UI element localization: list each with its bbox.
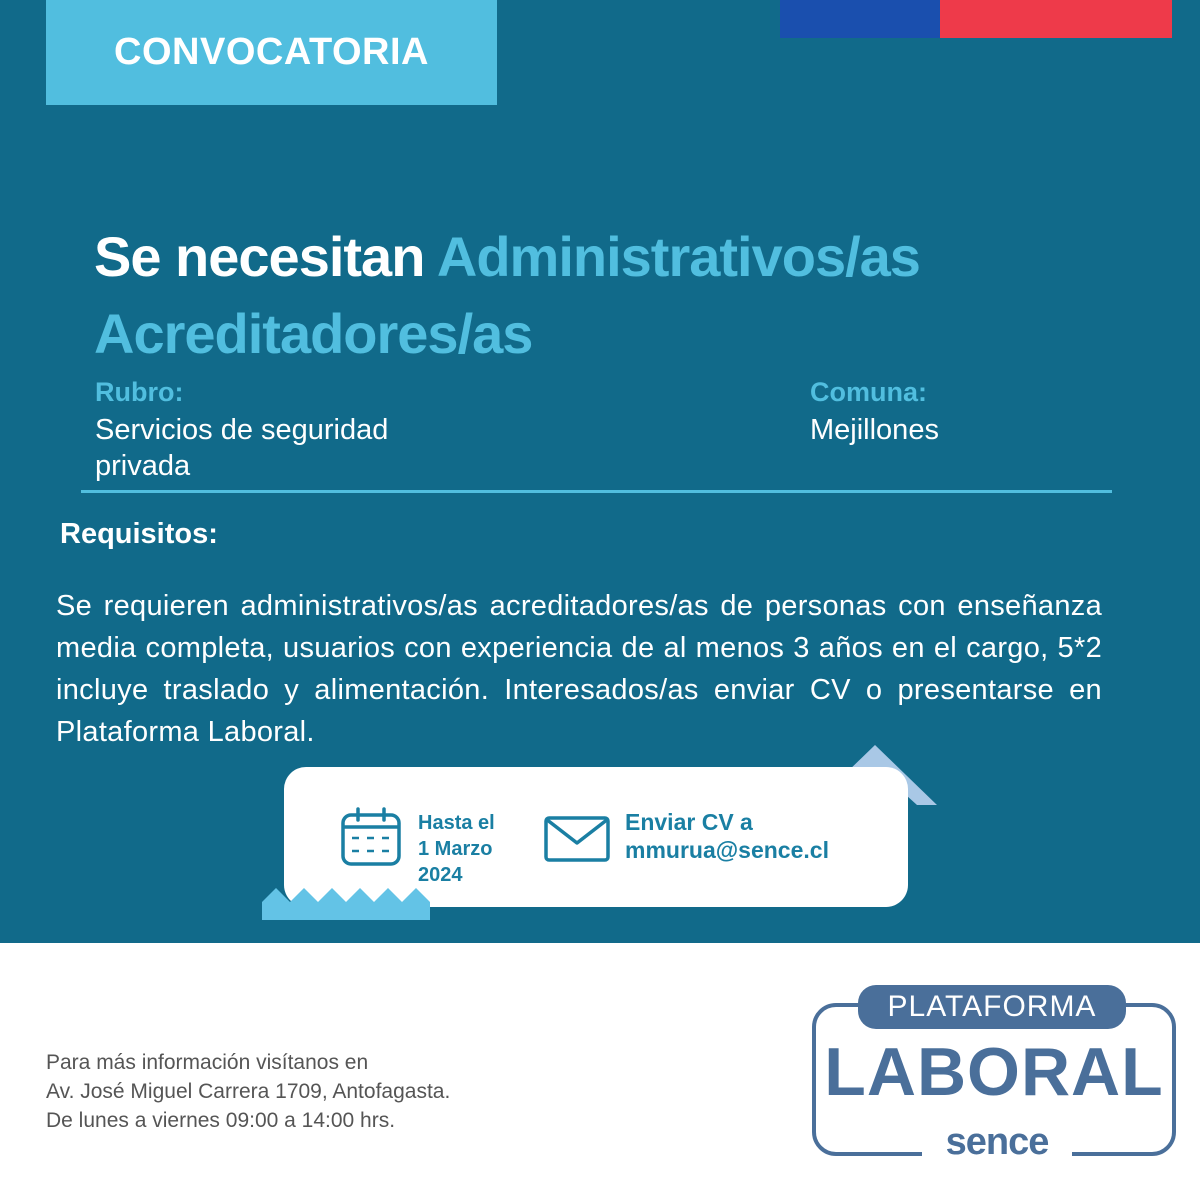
rubro-value-line1: Servicios de seguridad [95, 414, 389, 446]
headline [94, 218, 1154, 372]
deadline-text [418, 810, 495, 888]
sence-logo: sence [922, 1121, 1072, 1171]
contact-text [625, 808, 829, 864]
deadline-line1: Hasta el [418, 812, 495, 834]
deadline-line2: 1 Marzo [418, 838, 493, 860]
deadline-line3: 2024 [418, 864, 463, 886]
headline-lead: Se necesitan [94, 225, 425, 288]
calendar-icon [340, 807, 402, 867]
footer-line1: Para más información visítanos en [46, 1051, 369, 1074]
convocatoria-tag [46, 0, 497, 105]
logo-top-label: PLATAFORMA [858, 985, 1126, 1029]
flag-blue-stripe [780, 0, 940, 38]
logo-main-label: LABORAL [824, 1034, 1164, 1110]
requisitos-title: Requisitos: [60, 518, 218, 550]
plataforma-laboral-logo [812, 985, 1174, 1163]
footer-hours: De lunes a viernes 09:00 a 14:00 hrs. [46, 1109, 396, 1132]
contact-email[interactable]: mmurua@sence.cl [625, 837, 829, 863]
wave-decoration [262, 882, 432, 922]
flag-red-stripe [940, 0, 1172, 38]
comuna-value: Mejillones [810, 414, 939, 446]
requisitos-body: Se requieren administrativos/as acreditadores/as de personas con enseñanza media completa, usuarios con experiencia de al menos 3 años en el cargo, 5*2 incluye traslado y alimentación. Interesados/as enviar CV o presentarse en Plataforma Laboral. [56, 590, 1102, 748]
footer-address: Av. José Miguel Carrera 1709, Antofagasta. [46, 1080, 451, 1103]
footer-info [46, 1048, 450, 1135]
rubro-value [95, 412, 388, 484]
headline-role-2: Acreditadores/as [94, 302, 533, 365]
divider [81, 490, 1112, 493]
rubro-label: Rubro: [95, 377, 184, 407]
convocatoria-label: CONVOCATORIA [114, 31, 429, 73]
contact-line1: Enviar CV a [625, 809, 753, 835]
comuna-label: Comuna: [810, 377, 927, 407]
mail-icon [544, 816, 610, 862]
headline-role-1: Administrativos/as [436, 225, 920, 288]
rubro-value-line2: privada [95, 450, 191, 482]
